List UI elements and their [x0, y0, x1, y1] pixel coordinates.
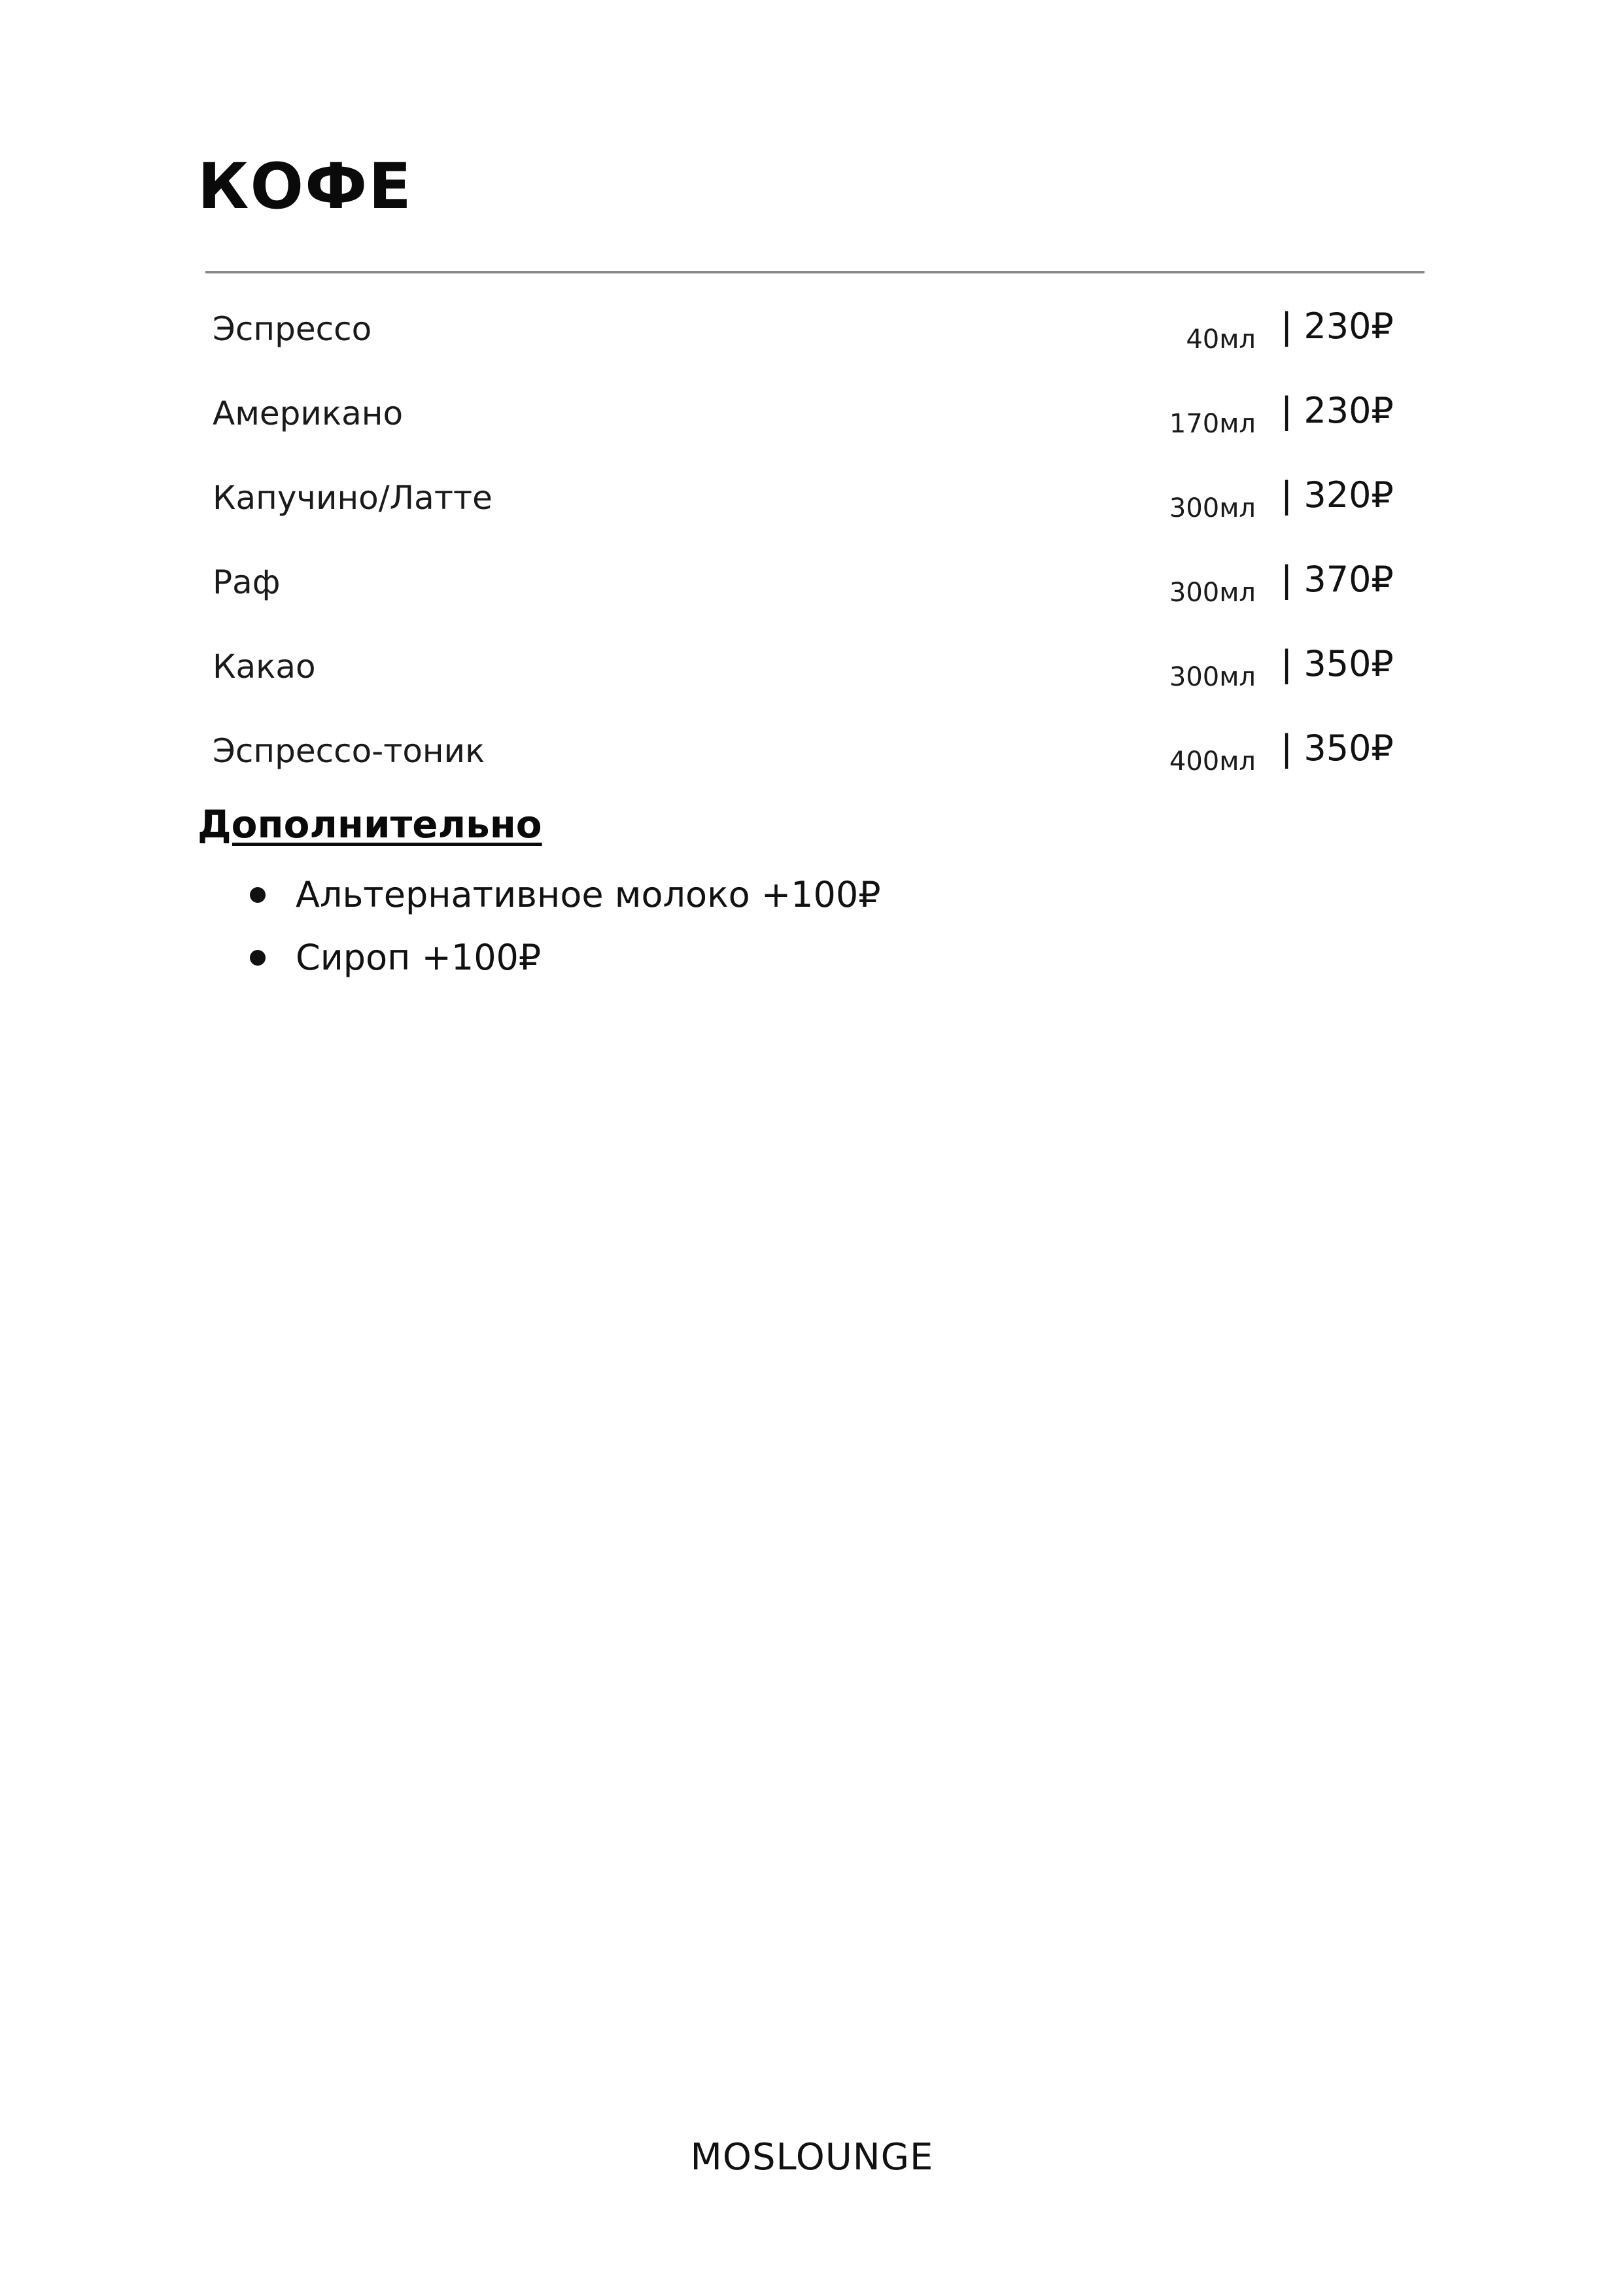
menu-item-volume: 170мл — [1169, 409, 1256, 439]
menu-item-price: | 370₽ — [1281, 559, 1394, 600]
extras-item — [0, 862, 1624, 928]
menu-item-price: | 230₽ — [1281, 306, 1394, 347]
page-title: КОФЕ — [198, 150, 413, 223]
menu-item — [0, 634, 1624, 699]
title-divider — [205, 271, 1425, 273]
extras-item-label: Альтернативное молоко +100₽ — [296, 874, 881, 915]
menu-item-price: | 350₽ — [1281, 643, 1394, 684]
menu-item — [0, 296, 1624, 362]
bullet-icon — [250, 887, 266, 903]
menu-item-name: Раф — [213, 563, 281, 601]
menu-item — [0, 550, 1624, 615]
menu-item-volume: 300мл — [1169, 662, 1256, 692]
menu-item-price: | 350₽ — [1281, 727, 1394, 769]
extras-item-label: Сироп +100₽ — [296, 937, 542, 978]
menu-item-volume: 40мл — [1186, 324, 1256, 355]
menu-item-name: Эспрессо-тоник — [213, 732, 485, 770]
menu-item-volume: 300мл — [1169, 578, 1256, 608]
bullet-icon — [250, 950, 266, 966]
menu-item-name: Эспрессо — [213, 310, 372, 348]
menu-item — [0, 381, 1624, 446]
extras-item — [0, 925, 1624, 990]
menu-item-name: Американо — [213, 394, 404, 432]
extras-heading: Дополнительно — [198, 802, 542, 847]
footer-brand: MOSLOUNGE — [690, 2136, 934, 2179]
menu-item-volume: 300мл — [1169, 493, 1256, 523]
menu-item-volume: 400мл — [1169, 746, 1256, 777]
menu-item-name: Какао — [213, 648, 316, 686]
menu-item-price: | 320₽ — [1281, 474, 1394, 516]
menu-item — [0, 718, 1624, 784]
menu-item-price: | 230₽ — [1281, 390, 1394, 431]
menu-item — [0, 465, 1624, 531]
menu-item-name: Капучино/Латте — [213, 479, 492, 517]
